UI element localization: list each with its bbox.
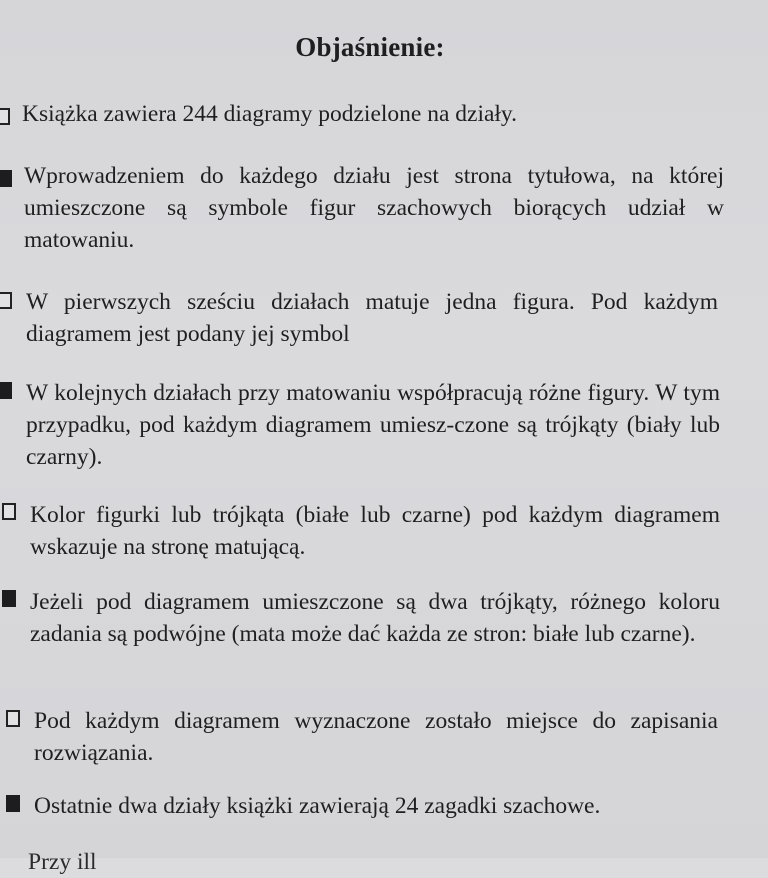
white-square-icon <box>0 292 12 309</box>
black-square-icon <box>2 590 16 607</box>
item-text: Pod każdym diagramem wyznaczone zostało miejsce do zapisania rozwiązania. <box>34 708 718 766</box>
black-square-icon <box>0 170 12 187</box>
item-text: Wprowadzeniem do każdego działu jest strona tytułowa, na której umieszczone są symbole figur szachowych biorących udział w matowaniu. <box>24 163 724 253</box>
page-title: Objaśnienie: <box>295 32 445 62</box>
item-text: Jeżeli pod diagramem umieszczone są dwa trójkąty, różnego koloru zadania są podwójne (mata może dać każda ze stron: białe lub czarne). <box>30 589 720 647</box>
white-square-icon <box>0 108 10 125</box>
item-text: W kolejnych działach przy matowaniu współpracują różne figury. W tym przypadku, pod każdym diagramem umiesz-czone są trójkąty (biały lub czarny). <box>26 380 720 470</box>
cut-off-line: Przy ill <box>28 849 97 875</box>
item-text: Ostatnie dwa działy książki zawierają 24 zagadki szachowe. <box>34 793 601 819</box>
item-text: W pierwszych sześciu działach matuje jedna figura. Pod każdym diagramem jest podany jej symbol <box>26 289 718 347</box>
black-square-icon <box>0 382 12 399</box>
item-text: Książka zawiera 244 diagramy podzielone na działy. <box>22 101 518 127</box>
white-square-icon <box>6 710 20 727</box>
item-text: Kolor figurki lub trójkąta (białe lub czarne) pod każdym diagramem wskazuje na stronę matującą. <box>30 502 720 560</box>
white-square-icon <box>2 503 16 520</box>
black-square-icon <box>6 795 20 812</box>
